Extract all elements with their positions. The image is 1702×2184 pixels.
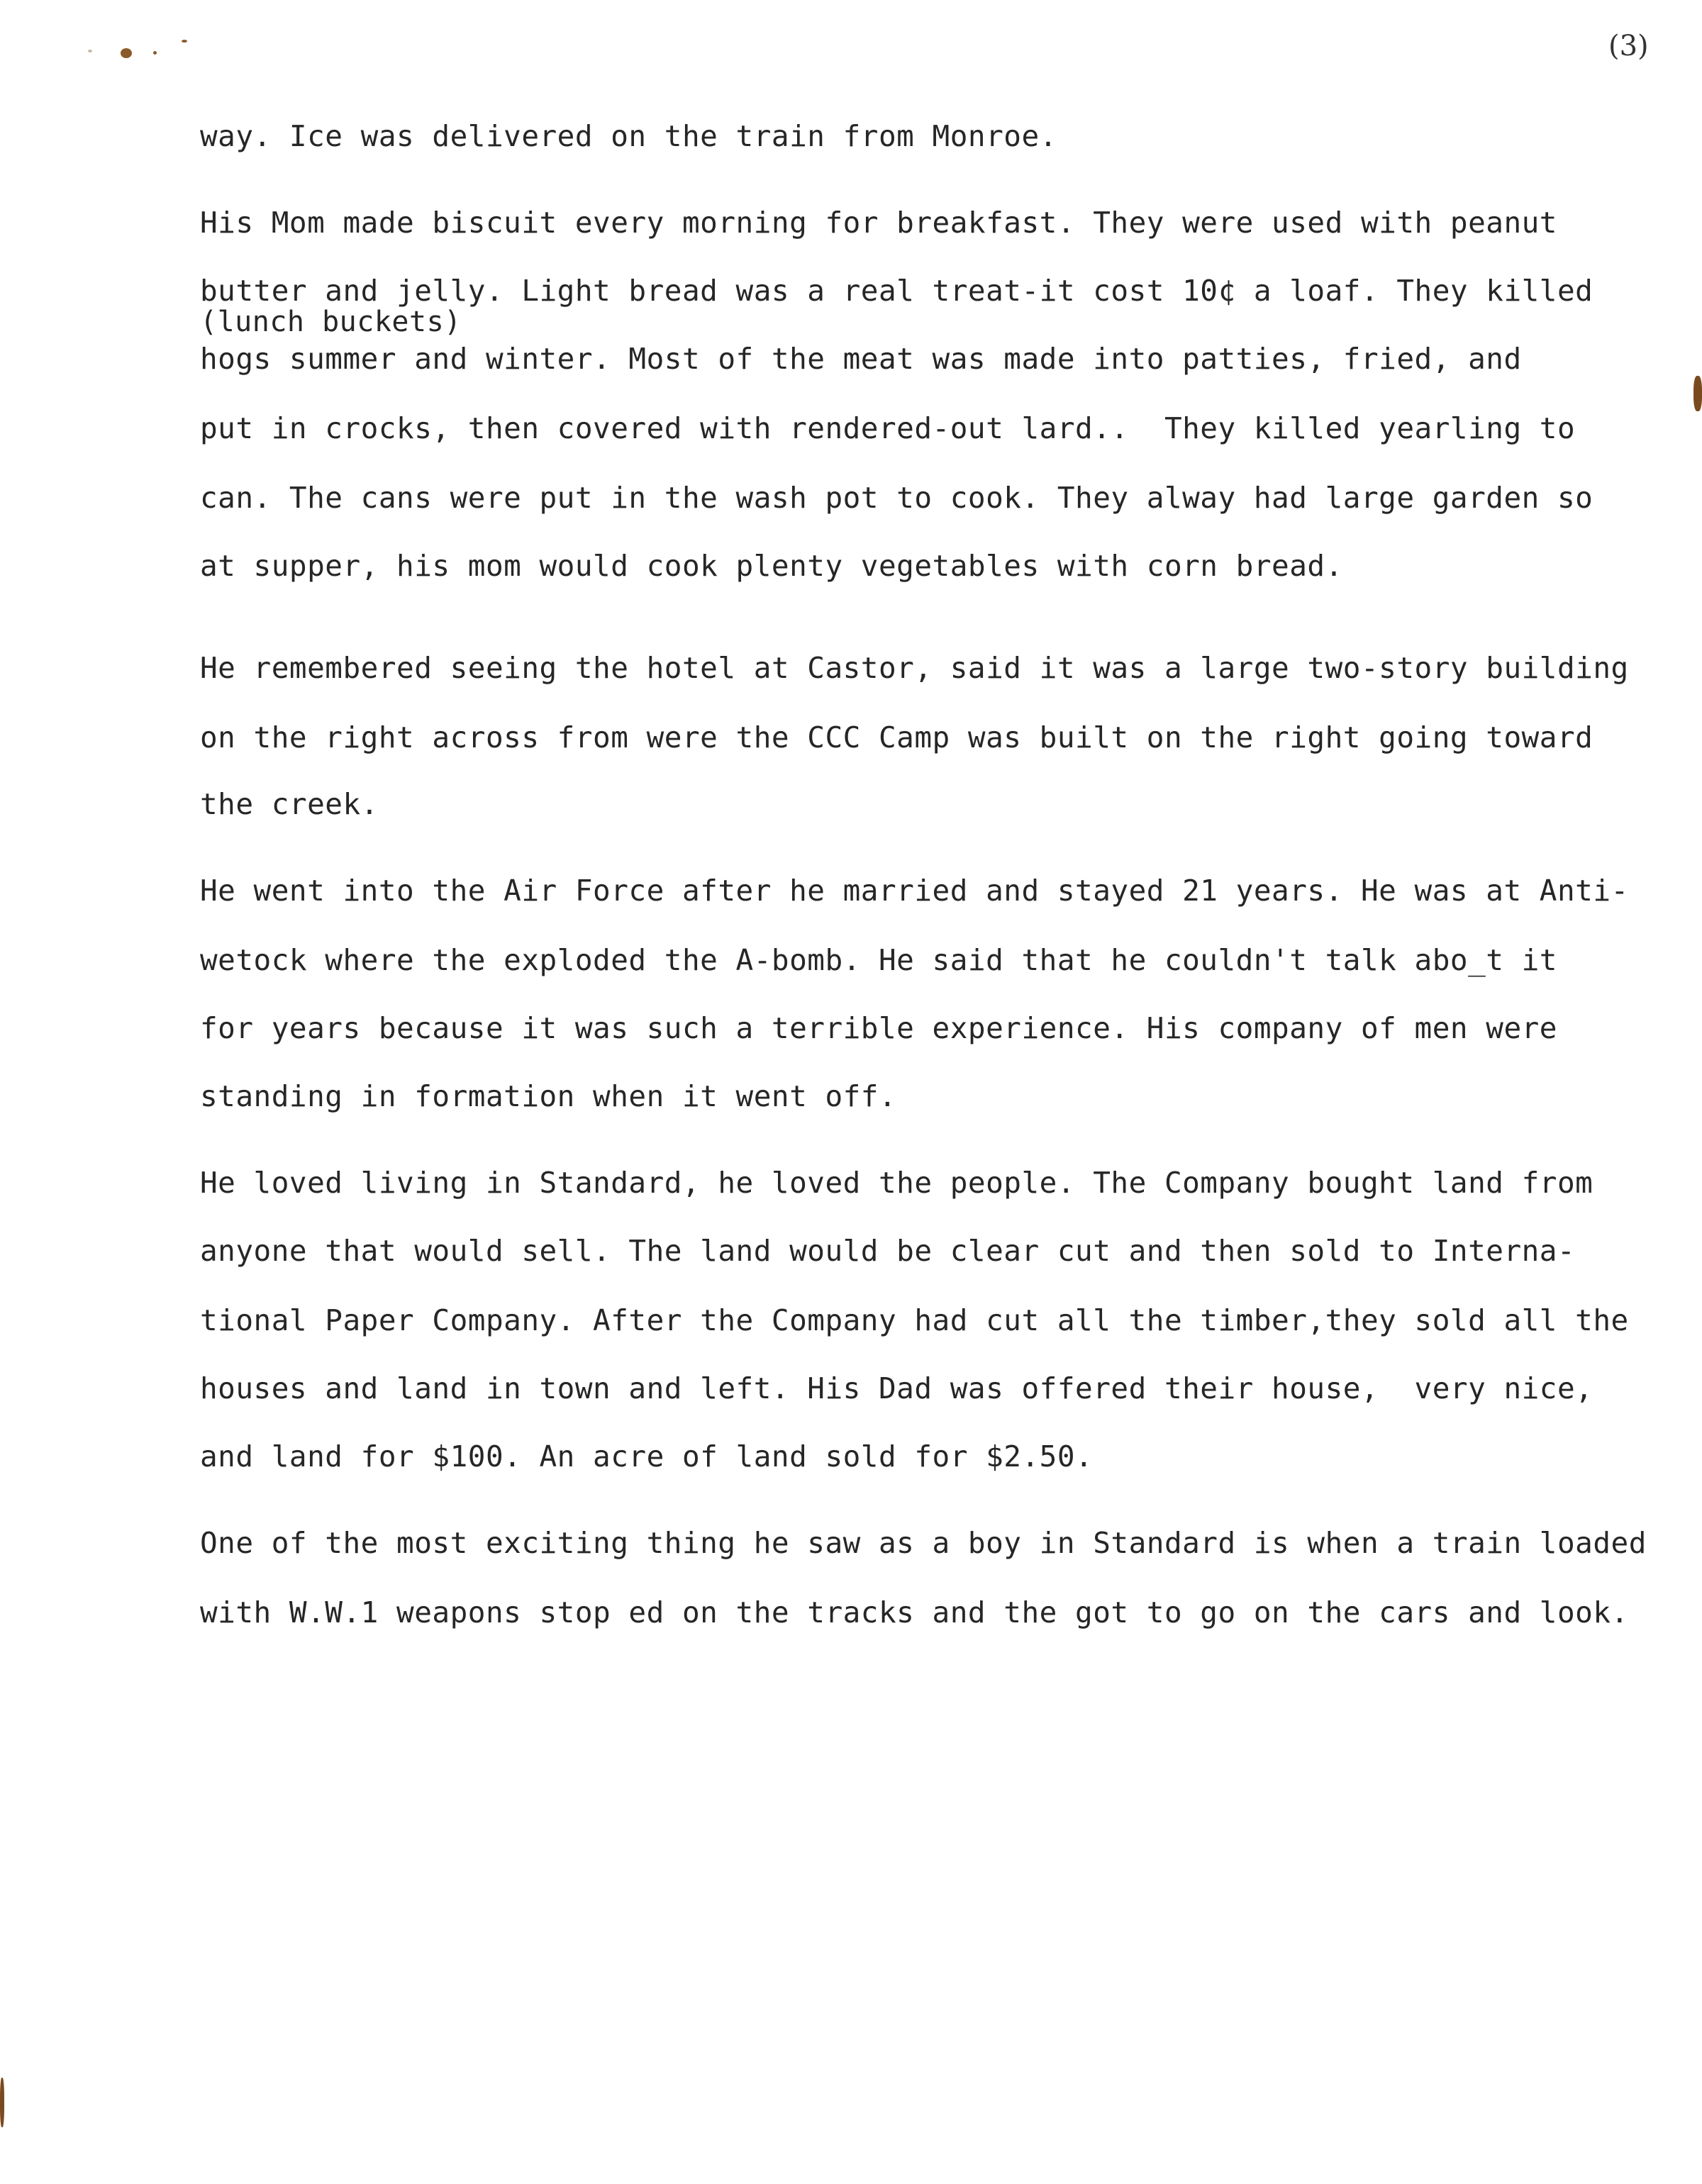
- text-line: tional Paper Company. After the Company had cut all the timber,they sold all the: [200, 1303, 1629, 1337]
- text-line: wetock where the exploded the A-bomb. He said that he couldn't talk abo_t it: [200, 943, 1557, 977]
- text-line: the creek.: [200, 787, 379, 821]
- text-line: He loved living in Standard, he loved the people. The Company bought land from: [200, 1166, 1593, 1200]
- text-line: He remembered seeing the hotel at Castor, said it was a large two-story building: [200, 651, 1629, 685]
- text-line: One of the most exciting thing he saw as a boy in Standard is when a train loaded: [200, 1526, 1647, 1560]
- text-line: houses and land in town and left. His Dad was offered their house, very nice,: [200, 1371, 1593, 1405]
- text-line: standing in formation when it went off.: [200, 1079, 897, 1113]
- ink-speck: [153, 51, 157, 55]
- text-line: can. The cans were put in the wash pot to cook. They alway had large garden so: [200, 481, 1593, 515]
- edge-mark: [0, 2078, 4, 2127]
- text-line: on the right across from were the CCC Camp was built on the right going toward: [200, 720, 1593, 754]
- ink-speck: [121, 48, 132, 58]
- ink-speck: [88, 50, 92, 52]
- text-line: anyone that would sell. The land would be clear cut and then sold to Interna-: [200, 1234, 1576, 1268]
- text-line: hogs summer and winter. Most of the meat was made into patties, fried, and: [200, 342, 1522, 376]
- text-line: put in crocks, then covered with rendered-out lard.. They killed yearling to: [200, 411, 1576, 445]
- text-line: way. Ice was delivered on the train from Monroe.: [200, 119, 1057, 153]
- handwritten-insert: (lunch buckets): [200, 306, 462, 338]
- text-line: He went into the Air Force after he married and stayed 21 years. He was at Anti-: [200, 874, 1629, 908]
- ink-speck: [182, 40, 187, 43]
- text-line: with W.W.1 weapons stop ed on the tracks and the got to go on the cars and look.: [200, 1595, 1629, 1629]
- text-line: butter and jelly. Light bread was a real treat-it cost 10¢ a loaf. They killed: [200, 274, 1593, 308]
- text-line: at supper, his mom would cook plenty vegetables with corn bread.: [200, 549, 1343, 583]
- edge-mark: [1693, 376, 1702, 411]
- text-line: for years because it was such a terrible experience. His company of men were: [200, 1011, 1557, 1045]
- text-line: and land for $100. An acre of land sold for $2.50.: [200, 1439, 1094, 1473]
- text-line: His Mom made biscuit every morning for breakfast. They were used with peanut: [200, 206, 1557, 240]
- page-number: (3): [1608, 30, 1649, 62]
